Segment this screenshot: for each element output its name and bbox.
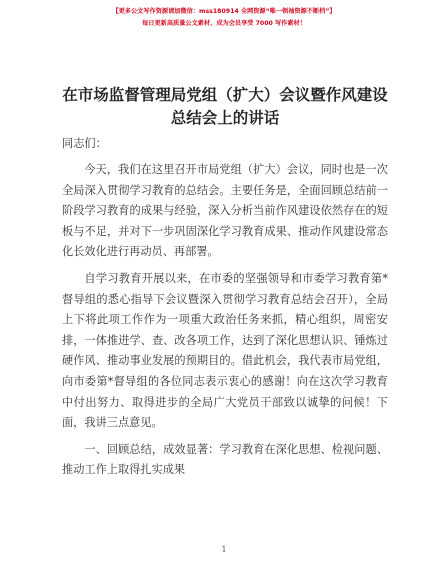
document-body — [62, 134, 388, 481]
salutation: 同志们： — [62, 137, 107, 150]
page-number: 1 — [221, 545, 227, 554]
promo-banner-line-1: 【更多公文写作资源请加微信：mss180914 全网资源“唯一领袖资源不断档”】 — [112, 8, 336, 15]
section-heading-1: 一、回顾总结，成效显著：学习教育在深化思想、检视问题、推动工作上取得扎实成果 — [62, 442, 388, 477]
document-title: 在市场监督管理局党组（扩大）会议暨作风建设总结会上的讲话 — [62, 86, 388, 127]
paragraph-intro: 今天，我们在这里召开市局党组（扩大）会议，同时也是一次全局深入贯彻学习教育的总结会。主要任务是，全面回顾总结前一阶段学习教育的成果与经验，深入分析当前作风建设依然存在的短板与不足，并对下一步巩固深化学习教育成果、推动作风建设常态化长效化进行再动员、再部署。 — [62, 163, 388, 259]
paragraph-background: 自学习教育开展以来，在市委的坚强领导和市委学习教育第*督导组的悉心指导下会议暨深入贯彻学习教育总结会召开），全局上下将此项工作作为一项重大政治任务来抓，精心组织，周密安排，一体推进学、查、改各项工作，达到了深化思想认识、锤炼过硬作风、推动事业发展的预期目的。借此机会，我代表市局党组，向市委第*督导组的各位同志表示衷心的感谢！向在这次学习教育中付出努力、取得进步的全局广大党员干部致以诚挚的问候！下面，我讲三点意见。 — [62, 271, 388, 430]
promo-banner-line-2: 每日更新高质量公文素材，成为会员享受 7000 写作素材！ — [142, 20, 306, 27]
